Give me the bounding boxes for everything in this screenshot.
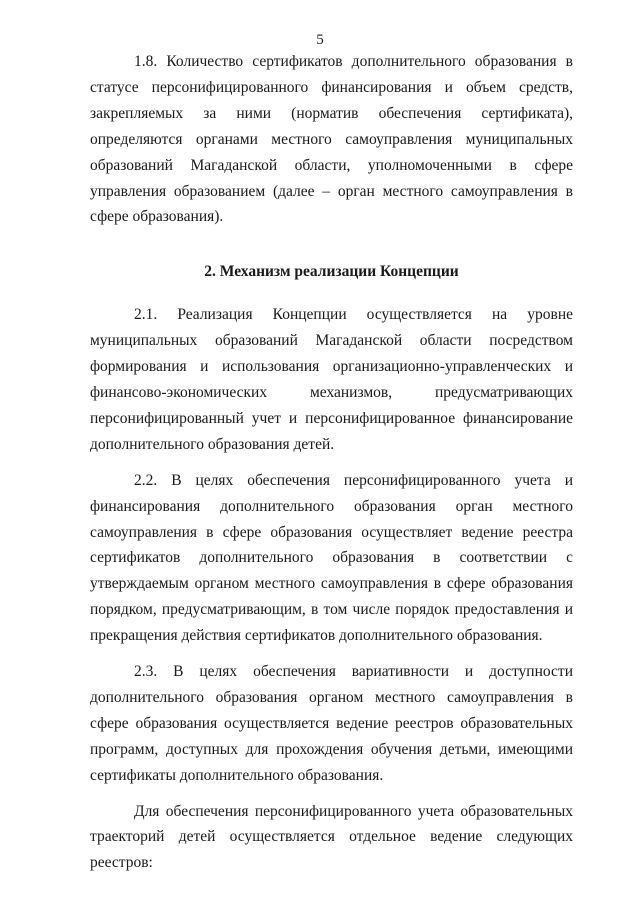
paragraph-1-8: 1.8. Количество сертификатов дополнительного образования в статусе персонифицированного финансирования и объем средств, закрепляемых за ними (норматив обеспечения сертификата), определяются органами местного самоуправления муниципальных образований Магаданской области, уполномоченными в сфере управления образованием (далее – орган местного самоуправления в сфере образования). — [90, 53, 573, 226]
paragraph-2-3: 2.3. В целях обеспечения вариативности и доступности дополнительного образования органом местного самоуправления в сфере образования осуществляется ведение реестров образовательных программ, доступных для прохождения обучения детьми, имеющими сертификаты дополнительного образования. — [90, 663, 573, 784]
document-body — [90, 49, 573, 876]
paragraph-registers: Для обеспечения персонифицированного учета образовательных траекторий детей осуществляется отдельное ведение следующих реестров: — [90, 802, 573, 872]
paragraph-2-2: 2.2. В целях обеспечения персонифицированного учета и финансирования дополнительного образования орган местного самоуправления в сфере образования осуществляет ведение реестра сертификатов дополнительного образования в соответствии с утверждаемым органом местного самоуправления в сфере образования порядком, предусматривающим, в том числе порядок предоставления и прекращения действия сертификатов дополнительного образования. — [90, 471, 573, 645]
paragraph-2-1: 2.1. Реализация Концепции осуществляется на уровне муниципальных образований Магаданской области посредством формирования и использования организационно-управленческих и финансово-экономических механизмов, предусматривающих персонифицированный учет и персонифицированное финансирование дополнительного образования детей. — [90, 306, 573, 453]
page-number: 5 — [316, 32, 324, 48]
section-heading-2: 2. Механизм реализации Концепции — [204, 263, 459, 281]
